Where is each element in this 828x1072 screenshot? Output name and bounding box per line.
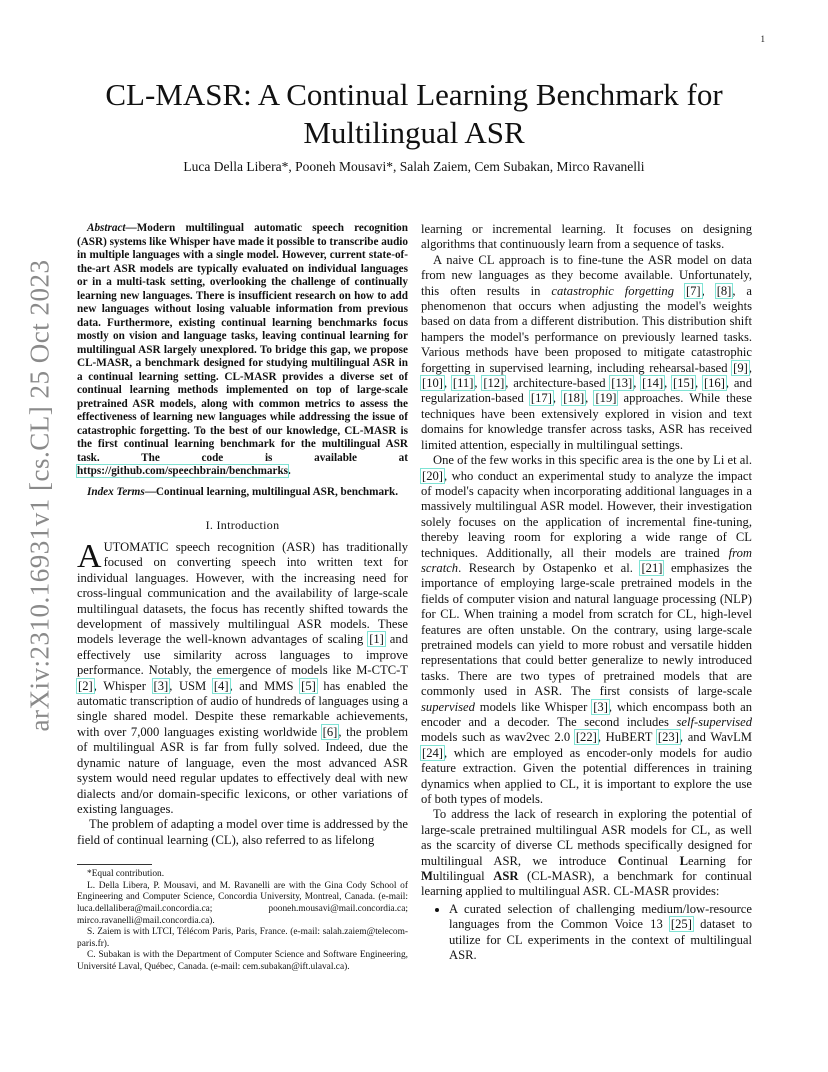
citation-link[interactable]: [8] [716,283,732,298]
text-run: earning for [688,853,752,868]
citation-link[interactable]: [6] [322,724,338,739]
citation-link[interactable]: [13] [611,376,633,391]
right-column [421,222,752,964]
text-run: dataset to utilize for CL experiments in the context of multilingual ASR. [449,917,752,963]
emphasis: from scratch [421,545,752,575]
text-run: , Whisper [93,678,153,693]
code-link[interactable]: https://github.com/speechbrain/benchmarks [77,465,289,477]
footnote-equal: *Equal contribution. [87,869,165,880]
citation-link[interactable]: [22] [575,730,597,745]
text-run: , which encompass both an encoder and a decoder. The second includes [421,699,752,729]
text-run: and effectively use similarity across languages to improve performance. Notably, the emergence of models like M-CTC-T [77,632,408,678]
text-run: , architecture-based [505,376,611,391]
text-run: approaches. While these techniques have been extensively explored in vision and text domains for knowledge transfer across tasks, ASR has received limited attention, especially in multilingual settings. [421,391,753,452]
citation-link[interactable]: [3] [153,678,169,693]
footnote-affiliation-1: L. Della Libera, P. Mousavi, and M. Ravanelli are with the Gina Cody School of Engineering and Computer Science, Concordia University, Montreal, Canada. (e-mail: luca.dellalibera@mail.concordia.ca; pooneh.mousavi@mail.concordia.ca; mirco.ravanelli@mail.concordia.ca). [77,880,408,926]
text-run: A curated selection of challenging medium/low-resource languages from the Common Voice 13 [449,901,752,932]
right-paragraph-0: learning or incremental learning. It focuses on designing algorithms that continuously learn from a sequence of tasks. [421,222,752,252]
index-terms-label: Index Terms [87,485,145,498]
abstract-label: Abstract [87,222,126,234]
bold-letter: C [617,853,627,868]
emphasis: catastrophic forgetting [551,283,675,298]
text-run: (CL-MASR), a benchmark for continual learning applied to multilingual ASR. CL-MASR provides: [421,869,752,899]
text-run [674,284,685,298]
text-run: emphasizes the importance of employing large-scale pretrained models in the fields of computer vision and natural language processing (NLP) for CL. When training a model from scratch for CL, high-level features are often unstable. On the contrary, using large-scale pretrained models can yield to more robust and versatile hidden representations that could better generalize to newly introduced tasks. There are two types of pretrained models that are commonly used in ASR. The first consists of large-scale [421,560,752,699]
citation-link[interactable]: [3] [593,699,608,714]
author-list: Luca Della Libera*, Pooneh Mousavi*, Salah Zaiem, Cem Subakan, Mirco Ravanelli [183,159,645,174]
intro-paragraph-2: The problem of adapting a model over time is addressed by the field of continual learning (CL), also referred to as lifelong [77,817,408,847]
abstract [77,222,408,479]
text-run: , and regularization-based [421,376,753,406]
text-run: One of the few works in this specific area is the one by Li et al. [433,453,752,468]
text-run: , HuBERT [597,730,657,745]
citation-link[interactable]: [9] [733,360,748,375]
text-run: To address the lack of research in exploring the potential of large-scale pretrained multilingual ASR models for CL, as well as the scarcity of diverse CL methods specifically designed for multilingual ASR, we introduce [421,807,752,868]
text-run: UTOMATIC speech recognition (ASR) has traditionally focused on converting speech into written text for individual languages. However, with the increasing need for cross-lingual communication and the availability of large-scale multilingual datasets, the focus has recently shifted towards the development of massively multilingual ASR models. These models leverage the well-known advantages of scaling [77,540,408,647]
right-paragraph-1: A naive CL approach is to fine-tune the ASR model on data from new languages as they become available. Unfortunately, this often results in catastrophic forgetting [7], [8], a phenomenon that occurs when adjusting the model's weights based on data from a different distribution. This distribution shift hampers the model's performance on previously learned tasks. Various methods have been proposed to mitigate catastrophic forgetting in supervised learning, including rehearsal-based [9], [10], [11], [12], architecture-based [13], [14], [15], [16], and regularization-based [17], [18], [19] approaches. While these techniques have been extensively explored in vision and text domains for knowledge transfer across tasks, ASR has received limited attention, especially in multilingual settings. [421,252,753,452]
citation-link[interactable]: [23] [657,730,679,745]
text-run: ultilingual [432,869,494,884]
citation-link[interactable]: [14] [642,376,664,391]
citation-link[interactable]: [11] [452,376,474,391]
index-terms [77,486,408,500]
citation-link[interactable]: [5] [301,678,316,693]
paper-title: CL-MASR: A Continual Learning Benchmark for Multilingual ASR [105,77,723,150]
arxiv-stamp [10,259,70,731]
text-run: , a phenomenon that occurs when adjusting the model's weights based on data from a different distribution. This distribution shift hampers the model's performance on previously learned tasks. Various methods have been proposed to mitigate catastrophic forgetting in supervised learning, including rehearsal-based [421,283,753,375]
citation-link[interactable]: [18] [563,391,585,406]
citation-link[interactable]: [24] [422,745,443,760]
citation-link[interactable]: [7] [685,283,701,298]
contribution-list [421,902,752,964]
citation-link[interactable]: [12] [483,376,505,391]
text-run: models such as wav2vec 2.0 [421,730,575,745]
text-run: A naive CL approach is to fine-tune the ASR model on data from new languages as they become available. Unfortunately, this often results in [421,252,752,298]
citation-link[interactable]: [25] [670,917,692,932]
index-terms-text: —Continual learning, multilingual ASR, benchmark. [144,485,399,498]
footnote-affiliation-3: C. Subakan is with the Department of Computer Science and Software Engineering, Université Laval, Québec, Canada. (e-mail: cem.subakan@ift.ulaval.ca). [77,950,408,972]
list-item [449,902,752,964]
left-column [77,222,408,973]
text-run: has enabled the automatic transcription of audio of hundreds of languages using a single shared model. Despite these remarkable achievements, with over 7,000 languages existing worldwide [77,678,408,739]
right-paragraph-2 [421,453,752,807]
bold-letter: ASR [493,869,519,884]
text-run: . Research by Ostapenko et al. [458,560,641,575]
section-heading-introduction: I. Introduction [205,518,280,532]
text-run: , USM [169,678,213,693]
drop-cap: A [77,538,102,575]
bold-letter: M [421,869,433,884]
page-number: 1 [760,34,765,44]
text-run: , which are employed as encoder-only models for audio feature extraction. Given the potential differences in training dynamics when applied to CL, it is important to explore the use of both types of models. [421,745,752,807]
citation-link[interactable]: [2] [78,678,93,693]
citation-link[interactable]: [21] [641,560,663,575]
citation-link[interactable]: [17] [530,391,552,406]
citation-link[interactable]: [1] [369,632,384,647]
citation-link[interactable]: [4] [213,678,229,693]
intro-paragraph-1 [77,540,408,817]
text-run: , [701,283,716,298]
text-run: ontinual [626,853,680,868]
citation-link[interactable]: [16] [703,376,725,391]
citation-link[interactable]: [20] [422,468,443,483]
text-run: , who conduct an experimental study to analyze the impact of model's capacity when incorporating additional languages in a massively multilingual ASR model. However, their investigation solely focuses on the application of incremental fine-tuning, thereby leaving room for exploring a wide range of CL techniques. Additionally, all their models are trained [421,468,752,560]
citation-link[interactable]: [19] [595,391,617,406]
footnote-affiliation-2: S. Zaiem is with LTCI, Télécom Paris, Paris, France. (e-mail: salah.zaiem@telecom-paris.fr). [77,927,408,949]
bold-letter: L [679,853,689,868]
text-run: , the problem of multilingual ASR is far from fully solved. Indeed, due the dynamic nature of language, even the most advanced ASR system would need regular updates to effectively deal with new dialects and/or domain-specific lexicons, or other variations of existing languages. [77,724,408,816]
emphasis: self-supervised [676,715,752,729]
emphasis: supervised [421,699,475,714]
right-paragraph-3 [421,807,752,899]
citation-link[interactable]: [15] [673,376,695,391]
abstract-text: —Modern multilingual automatic speech recognition (ASR) systems like Whisper have made it possible to transcribe audio in multiple languages with a single model. However, current state-of-the-art ASR models are typically evaluated on individual languages or in a multi-task setting, overlooking the challenge of continually learning new languages. There is insufficient research on how to add new languages without losing valuable information from previous data. Furthermore, existing continual learning benchmarks focus mostly on vision and language tasks, leaving continual learning for multilingual ASR largely unexplored. To bridge this gap, we propose CL-MASR, a benchmark designed for studying multilingual ASR in a continual learning setting. CL-MASR provides a diverse set of continual learning methods implemented on top of large-scale pretrained ASR models, along with common metrics to assess the effectiveness of learning new languages while addressing the issue of catastrophic forgetting. To the best of our knowledge, CL-MASR is the first continual learning benchmark for the multilingual ASR task. The code is available at [77,222,408,464]
text-run: models like Whisper [474,699,593,714]
abstract-end: . [288,465,291,477]
text-run: , and WavLM [679,730,752,745]
text-run: , and MMS [229,678,301,693]
citation-link[interactable]: [10] [422,376,443,391]
arxiv-stamp-text: arXiv:2310.16931v1 [cs.CL] 25 Oct 2023 [24,259,55,731]
footnote-rule [77,864,152,865]
